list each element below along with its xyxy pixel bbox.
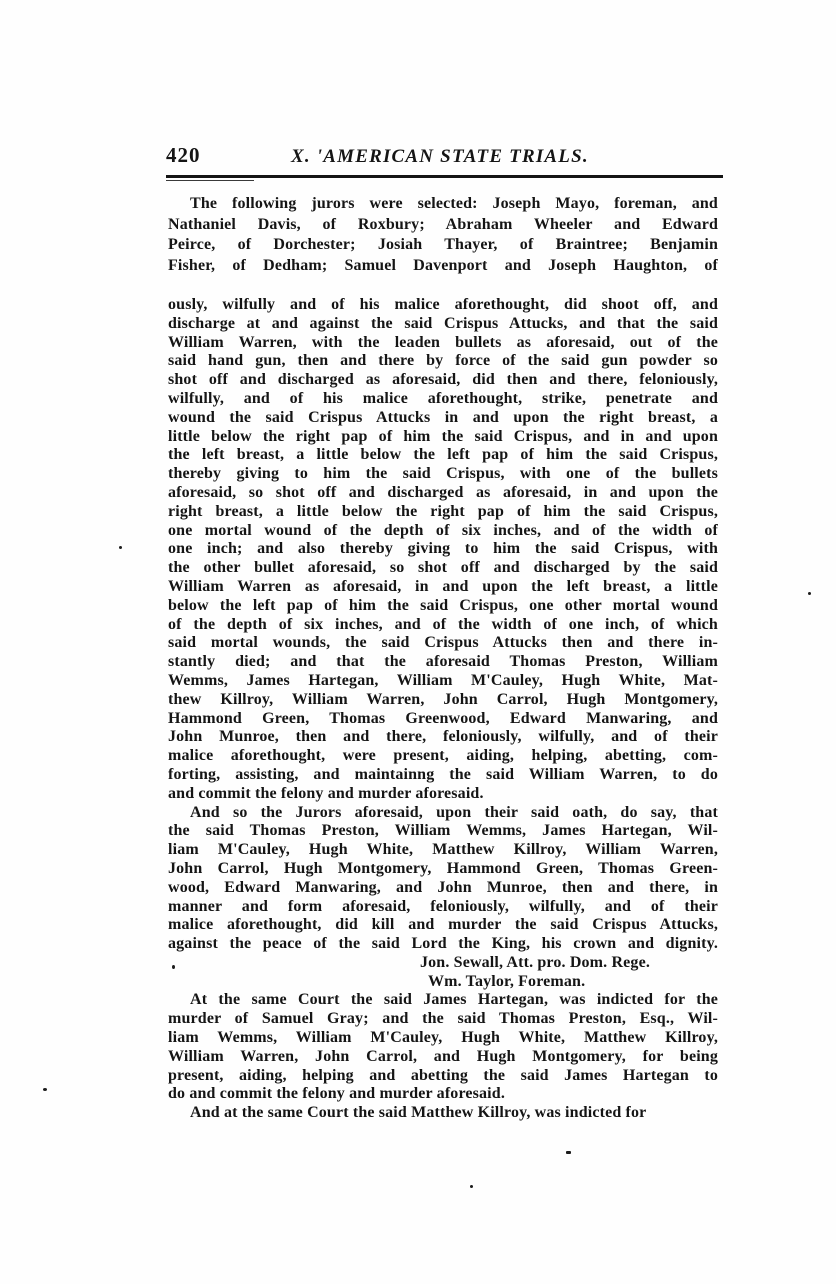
jurors-paragraph <box>168 194 718 276</box>
indictment-continuation-paragraph <box>168 296 718 804</box>
scan-speck <box>119 546 122 549</box>
text-line: William Warren as aforesaid, in and upon the left breast, a little <box>168 577 718 595</box>
header-rule <box>166 175 723 178</box>
text-line: At the same Court the said James Hartegan, was indicted for the <box>190 991 718 1009</box>
text-line: do and commit the felony and murder aforesaid. <box>168 1085 505 1103</box>
scan-speck <box>172 965 175 969</box>
text-line: And so the Jurors aforesaid, upon their said oath, do say, that <box>190 803 718 821</box>
text-line: The following jurors were selected: Joseph Mayo, foreman, and <box>190 195 718 212</box>
text-line: William Warren, with the leaden bullets as aforesaid, out of the <box>168 333 718 351</box>
killroy-indictment-paragraph <box>168 1104 718 1123</box>
text-line: wood, Edward Manwaring, and John Munroe, then and there, in <box>168 878 718 896</box>
text-line: wilfully, and of his malice aforethought, strike, penetrate and <box>168 389 718 407</box>
text-line: shot off and discharged as aforesaid, did then and there, feloniously, <box>168 371 718 389</box>
text-line: one inch; and also thereby giving to him the said Crispus, with <box>168 540 718 558</box>
header-rule-echo <box>166 180 254 181</box>
text-line: And at the same Court the said Matthew Killroy, was indicted for <box>190 1104 647 1122</box>
scan-speck <box>566 1151 571 1154</box>
text-line: liam Wemms, William M'Cauley, Hugh White, Matthew Killroy, <box>168 1029 718 1047</box>
text-line: John Munroe, then and there, feloniously, wilfully, and of their <box>168 728 718 746</box>
main-text-column <box>168 296 718 1123</box>
text-line: Hammond Green, Thomas Greenwood, Edward Manwaring, and <box>168 709 718 727</box>
text-line: liam M'Cauley, Hugh White, Matthew Killroy, William Warren, <box>168 841 718 859</box>
verdict-paragraph <box>168 804 718 954</box>
text-line: stantly died; and that the aforesaid Thomas Preston, William <box>168 653 718 671</box>
text-line: thew Killroy, William Warren, John Carrol, Hugh Montgomery, <box>168 690 718 708</box>
text-line: thereby giving to him the said Crispus, with one of the bullets <box>168 465 718 483</box>
text-line: Peirce, of Dorchester; Josiah Thayer, of Braintree; Benjamin <box>168 236 718 254</box>
text-line: one mortal wound of the depth of six inches, and of the width of <box>168 521 718 539</box>
text-line: against the peace of the said Lord the King, his crown and dignity. <box>168 935 718 953</box>
text-line: murder of Samuel Gray; and the said Thomas Preston, Esq., Wil- <box>168 1010 718 1028</box>
hartegan-indictment-paragraph <box>168 991 718 1104</box>
scan-speck <box>43 1088 47 1091</box>
text-line: discharge at and against the said Crispus Attucks, and that the said <box>168 314 718 332</box>
signature-attorney: Jon. Sewall, Att. pro. Dom. Rege. <box>420 953 650 971</box>
text-line: the left breast, a little below the left pap of him the said Crispus, <box>168 446 718 464</box>
text-line: ously, wilfully and of his malice aforethought, did shoot off, and <box>168 296 718 313</box>
text-line: Wemms, James Hartegan, William M'Cauley, Hugh White, Mat- <box>168 671 718 689</box>
running-header-title: X. 'AMERICAN STATE TRIALS. <box>291 146 589 167</box>
text-line: little below the right pap of him the said Crispus, and in and upon <box>168 427 718 445</box>
text-line: and commit the felony and murder aforesaid. <box>168 784 484 802</box>
text-line: manner and form aforesaid, feloniously, wilfully, and of their <box>168 897 718 915</box>
text-line: malice aforethought, did kill and murder the said Crispus Attucks, <box>168 916 718 934</box>
scan-speck <box>808 592 811 595</box>
text-line: wound the said Crispus Attucks in and upon the right breast, a <box>168 408 718 426</box>
text-line: malice aforethought, were present, aiding, helping, abetting, com- <box>168 747 718 765</box>
text-line: John Carrol, Hugh Montgomery, Hammond Green, Thomas Green- <box>168 859 718 877</box>
text-line: below the left pap of him the said Crispus, one other mortal wound <box>168 596 718 614</box>
text-line: said mortal wounds, the said Crispus Attucks then and there in- <box>168 634 718 652</box>
text-line: William Warren, John Carrol, and Hugh Montgomery, for being <box>168 1047 718 1065</box>
text-line: aforesaid, so shot off and discharged as aforesaid, in and upon the <box>168 483 718 501</box>
text-line: said hand gun, then and there by force of the said gun powder so <box>168 352 718 370</box>
text-line: right breast, a little below the right pap of him the said Crispus, <box>168 502 718 520</box>
scan-speck <box>470 1185 473 1188</box>
text-line: the other bullet aforesaid, so shot off and discharged by the said <box>168 559 718 577</box>
page-number: 420 <box>166 143 201 167</box>
signature-foreman: Wm. Taylor, Foreman. <box>428 972 586 990</box>
text-line: Nathaniel Davis, of Roxbury; Abraham Wheeler and Edward <box>168 215 718 233</box>
text-line: forting, assisting, and maintainng the said William Warren, to do <box>168 765 718 783</box>
text-line: of the depth of six inches, and of the width of one inch, of which <box>168 615 718 633</box>
text-line: the said Thomas Preston, William Wemms, James Hartegan, Wil- <box>168 822 718 840</box>
text-line: present, aiding, helping and abetting the said James Hartegan to <box>168 1066 718 1084</box>
text-line: Fisher, of Dedham; Samuel Davenport and Joseph Haughton, of <box>168 256 718 274</box>
